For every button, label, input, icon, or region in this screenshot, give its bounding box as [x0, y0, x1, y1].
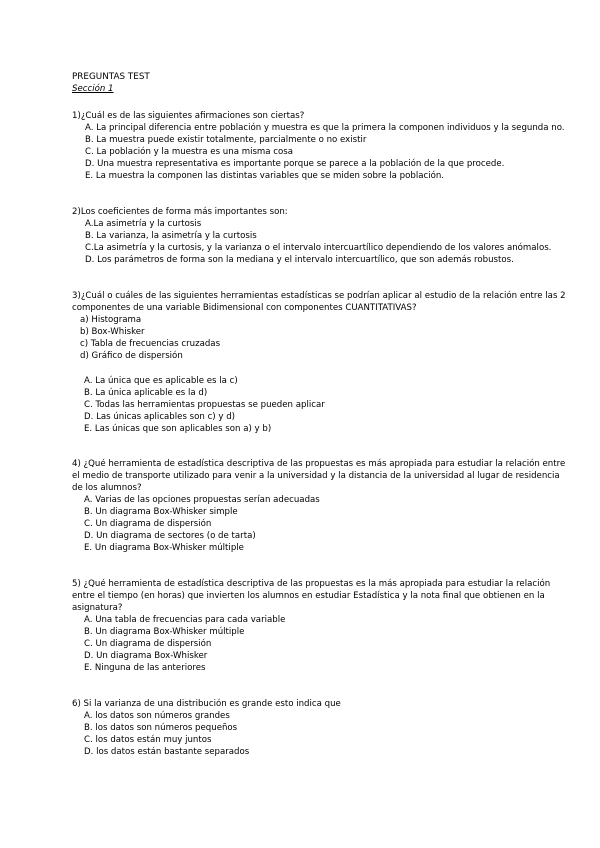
answer-option: C. los datos están muy juntos: [84, 735, 212, 745]
answer-option: A.La asimetría y la curtosis: [85, 219, 202, 229]
answer-option: D. Un diagrama Box-Whisker: [84, 651, 208, 661]
answer-option: B. Un diagrama Box-Whisker múltiple: [84, 627, 245, 637]
answer-option: C. Un diagrama de dispersión: [84, 519, 212, 529]
tool-item: d) Gráfico de dispersión: [80, 351, 183, 361]
answer-option: D. Los parámetros de forma son la mediana y el intervalo intercuartílico, que son además robustos.: [85, 255, 514, 265]
question-stem-line: de los alumnos?: [72, 483, 142, 493]
answer-option: B. La varianza, la asimetría y la curtosis: [85, 231, 257, 241]
answer-option: C. La población y la muestra es una misma cosa: [85, 147, 294, 157]
question-5: [72, 578, 572, 674]
question-stem-line: asignatura?: [72, 603, 123, 613]
answer-option: B. los datos son números pequeños: [84, 723, 238, 733]
answer-option: C. Todas las herramientas propuestas se pueden aplicar: [84, 400, 325, 410]
answer-option: C.La asimetría y la curtosis, y la varianza o el intervalo intercuartílico dependiendo de los valores anómalos.: [85, 243, 552, 253]
question-2: [72, 206, 572, 266]
question-stem-line: 3)¿Cuál o cuáles de las siguientes herramientas estadísticas se podrían aplicar al estudio de la relación entre las 2: [72, 291, 566, 301]
answer-option: D. Una muestra representativa es importante porque se parece a la población de la que procede.: [85, 159, 505, 169]
question-stem-line: componentes de una variable Bidimensional con componentes CUANTITATIVAS?: [72, 303, 417, 313]
tool-item: a) Histograma: [80, 315, 142, 325]
answer-option: D. los datos están bastante separados: [84, 747, 250, 757]
answer-option: B. La muestra puede existir totalmente, parcialmente o no existir: [85, 135, 367, 145]
question-stem-line: 5) ¿Qué herramienta de estadística descriptiva de las propuestas es la más apropiada para estudiar la relación: [72, 579, 551, 589]
answer-option: A. los datos son números grandes: [84, 711, 230, 721]
answer-option: A. La única que es aplicable es la c): [84, 376, 238, 386]
question-1: [72, 110, 572, 182]
question-stem-line: entre el tiempo (en horas) que invierten los alumnos en estudiar Estadística y la nota final que obtienen en la: [72, 591, 545, 601]
tool-item: c) Tabla de frecuencias cruzadas: [80, 339, 221, 349]
question-stem: 1)¿Cuál es de las siguientes afirmaciones son ciertas?: [72, 111, 305, 121]
question-stem: 6) Si la varianza de una distribución es grande esto indica que: [72, 699, 341, 709]
answer-option: A. La principal diferencia entre población y muestra es que la primera la componen individuos y la segunda no.: [85, 123, 565, 133]
question-4: [72, 458, 572, 554]
answer-option: E. Un diagrama Box-Whisker múltiple: [84, 543, 244, 553]
question-6: [72, 698, 572, 758]
answer-option: E. Las únicas que son aplicables son a) y b): [84, 424, 272, 434]
answer-option: A. Una tabla de frecuencias para cada variable: [84, 615, 286, 625]
question-stem-line: 4) ¿Qué herramienta de estadística descriptiva de las propuestas es más apropiada para estudiar la relación entre: [72, 459, 566, 469]
answer-option: D. Las únicas aplicables son c) y d): [84, 412, 235, 422]
answer-option: C. Un diagrama de dispersión: [84, 639, 212, 649]
answer-option: E. La muestra la componen las distintas variables que se miden sobre la población.: [85, 171, 445, 181]
question-stem: 2)Los coeficientes de forma más importantes son:: [72, 207, 288, 217]
answer-option: B. Un diagrama Box-Whisker simple: [84, 507, 238, 517]
section-heading: Sección 1: [72, 84, 114, 94]
tool-item: b) Box-Whisker: [80, 327, 145, 337]
answer-option: D. Un diagrama de sectores (o de tarta): [84, 531, 256, 541]
question-3: [72, 290, 572, 435]
question-stem-line: el medio de transporte utilizado para venir a la universidad y la distancia de la universidad al lugar de residencia: [72, 471, 560, 481]
answer-option: B. La única aplicable es la d): [84, 388, 208, 398]
document-header: [72, 71, 572, 95]
answer-option: E. Ninguna de las anteriores: [84, 663, 206, 673]
document-title: PREGUNTAS TEST: [72, 72, 150, 82]
answer-option: A. Varias de las opciones propuestas serían adecuadas: [84, 495, 320, 505]
